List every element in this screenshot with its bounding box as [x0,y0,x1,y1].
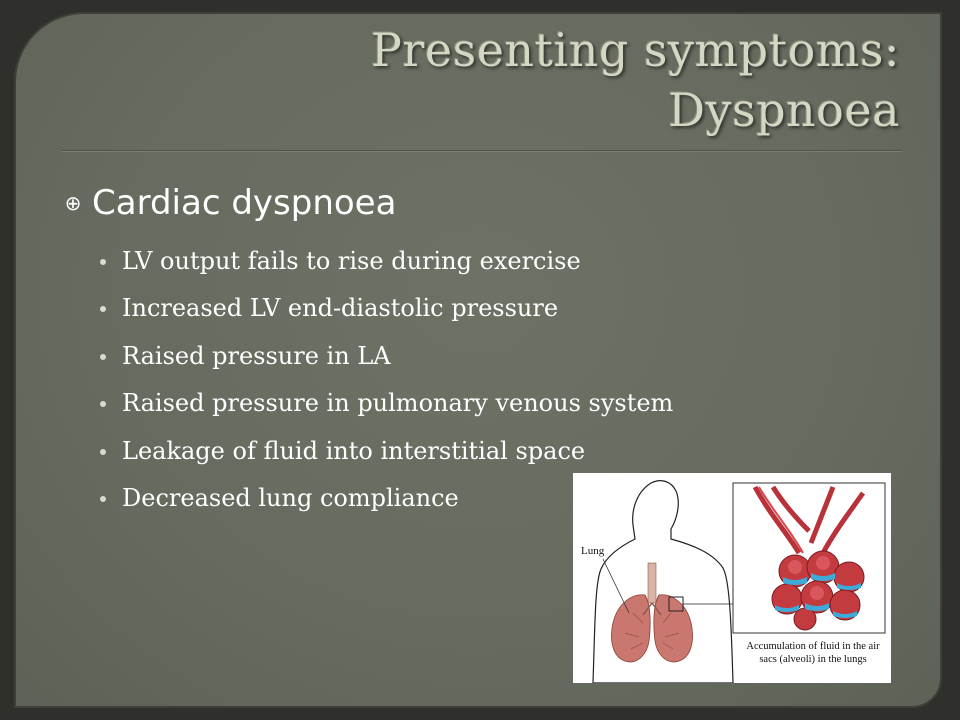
main-bullet-text: Cardiac dyspnoea [92,183,397,223]
sub-bullet-item [100,237,673,285]
sub-bullet-text: Increased LV end-diastolic pressure [122,294,559,323]
sub-bullet-text: Decreased lung compliance [122,484,459,513]
figure-caption: Accumulation of fluid in the air sacs (alveoli) in the lungs [746,641,880,665]
sub-bullet-text: Leakage of fluid into interstitial space [122,436,586,465]
sub-bullet-text: LV output fails to rise during exercise [122,246,581,275]
bullet-dot-icon [100,449,106,455]
sub-bullet-text: Raised pressure in LA [122,341,391,370]
circled-plus-bullet-icon: ⊕ [64,191,82,215]
bullet-dot-icon [100,306,106,312]
lung-illustration [573,473,891,683]
bullet-dot-icon [100,401,106,407]
main-bullet-item [62,183,396,223]
sub-bullet-item [100,380,673,428]
title-divider [62,150,902,151]
sub-bullet-item [100,285,673,333]
slide-title: Presenting symptoms: Dyspnoea [370,23,900,137]
sub-bullet-text: Raised pressure in pulmonary venous system [122,389,674,418]
bullet-dot-icon [100,354,106,360]
bullet-dot-icon [100,259,106,265]
bullet-dot-icon [100,496,106,502]
sub-bullet-item [100,427,673,475]
lung-label: Lung [581,545,605,557]
sub-bullet-item [100,332,673,380]
